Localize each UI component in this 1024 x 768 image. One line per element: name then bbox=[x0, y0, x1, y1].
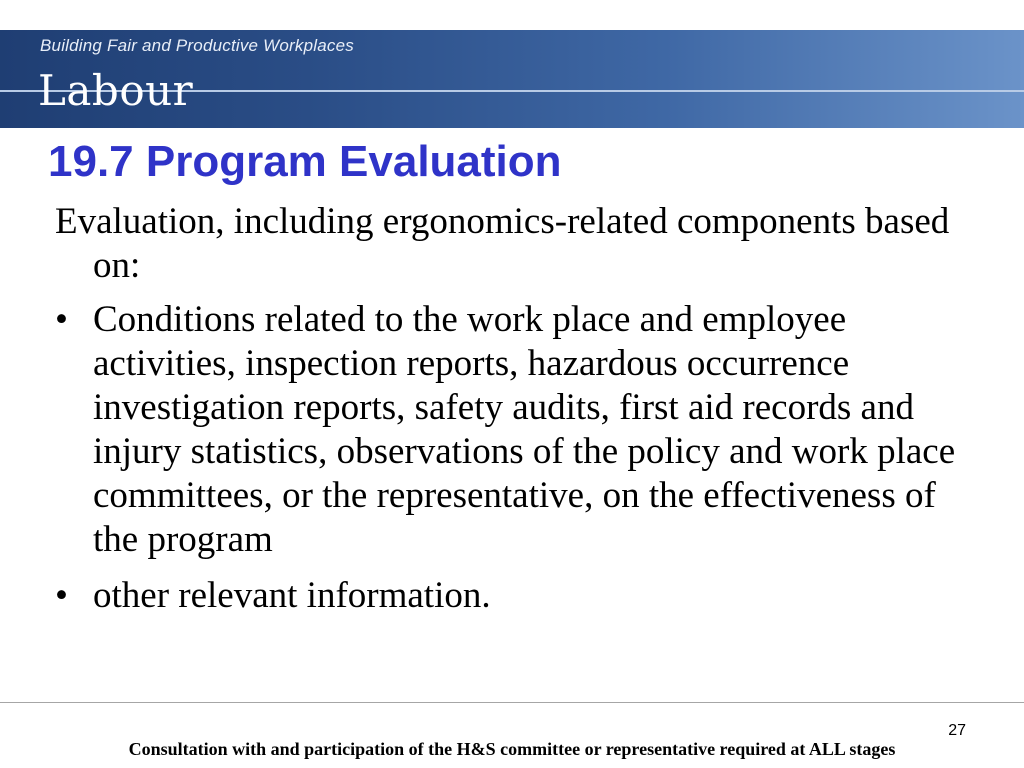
bullet-point-icon: • bbox=[55, 299, 68, 340]
slide-body bbox=[55, 200, 975, 630]
brand-logo-text: Labour bbox=[38, 66, 194, 115]
bullet-item bbox=[55, 298, 975, 562]
intro-text: Evaluation, including ergonomics-related components based on: bbox=[55, 201, 950, 286]
bullet-item bbox=[55, 574, 975, 618]
page-number: 27 bbox=[948, 722, 966, 739]
footer-divider bbox=[0, 702, 1024, 703]
footer-note: Consultation with and participation of the H&S committee or representative required at ALL stages bbox=[128, 739, 896, 759]
bullet-text: other relevant information. bbox=[93, 575, 491, 616]
bullet-point-icon: • bbox=[55, 575, 68, 616]
slide-title: 19.7 Program Evaluation bbox=[48, 137, 562, 186]
bullet-text: Conditions related to the work place and employee activities, inspection reports, hazardous occurrence investigation reports, safety audits, first aid records and injury statistics, observations of the policy and work place committees, or the representative, on the effectiveness of the program bbox=[93, 299, 956, 560]
header-tagline: Building Fair and Productive Workplaces bbox=[40, 36, 354, 55]
